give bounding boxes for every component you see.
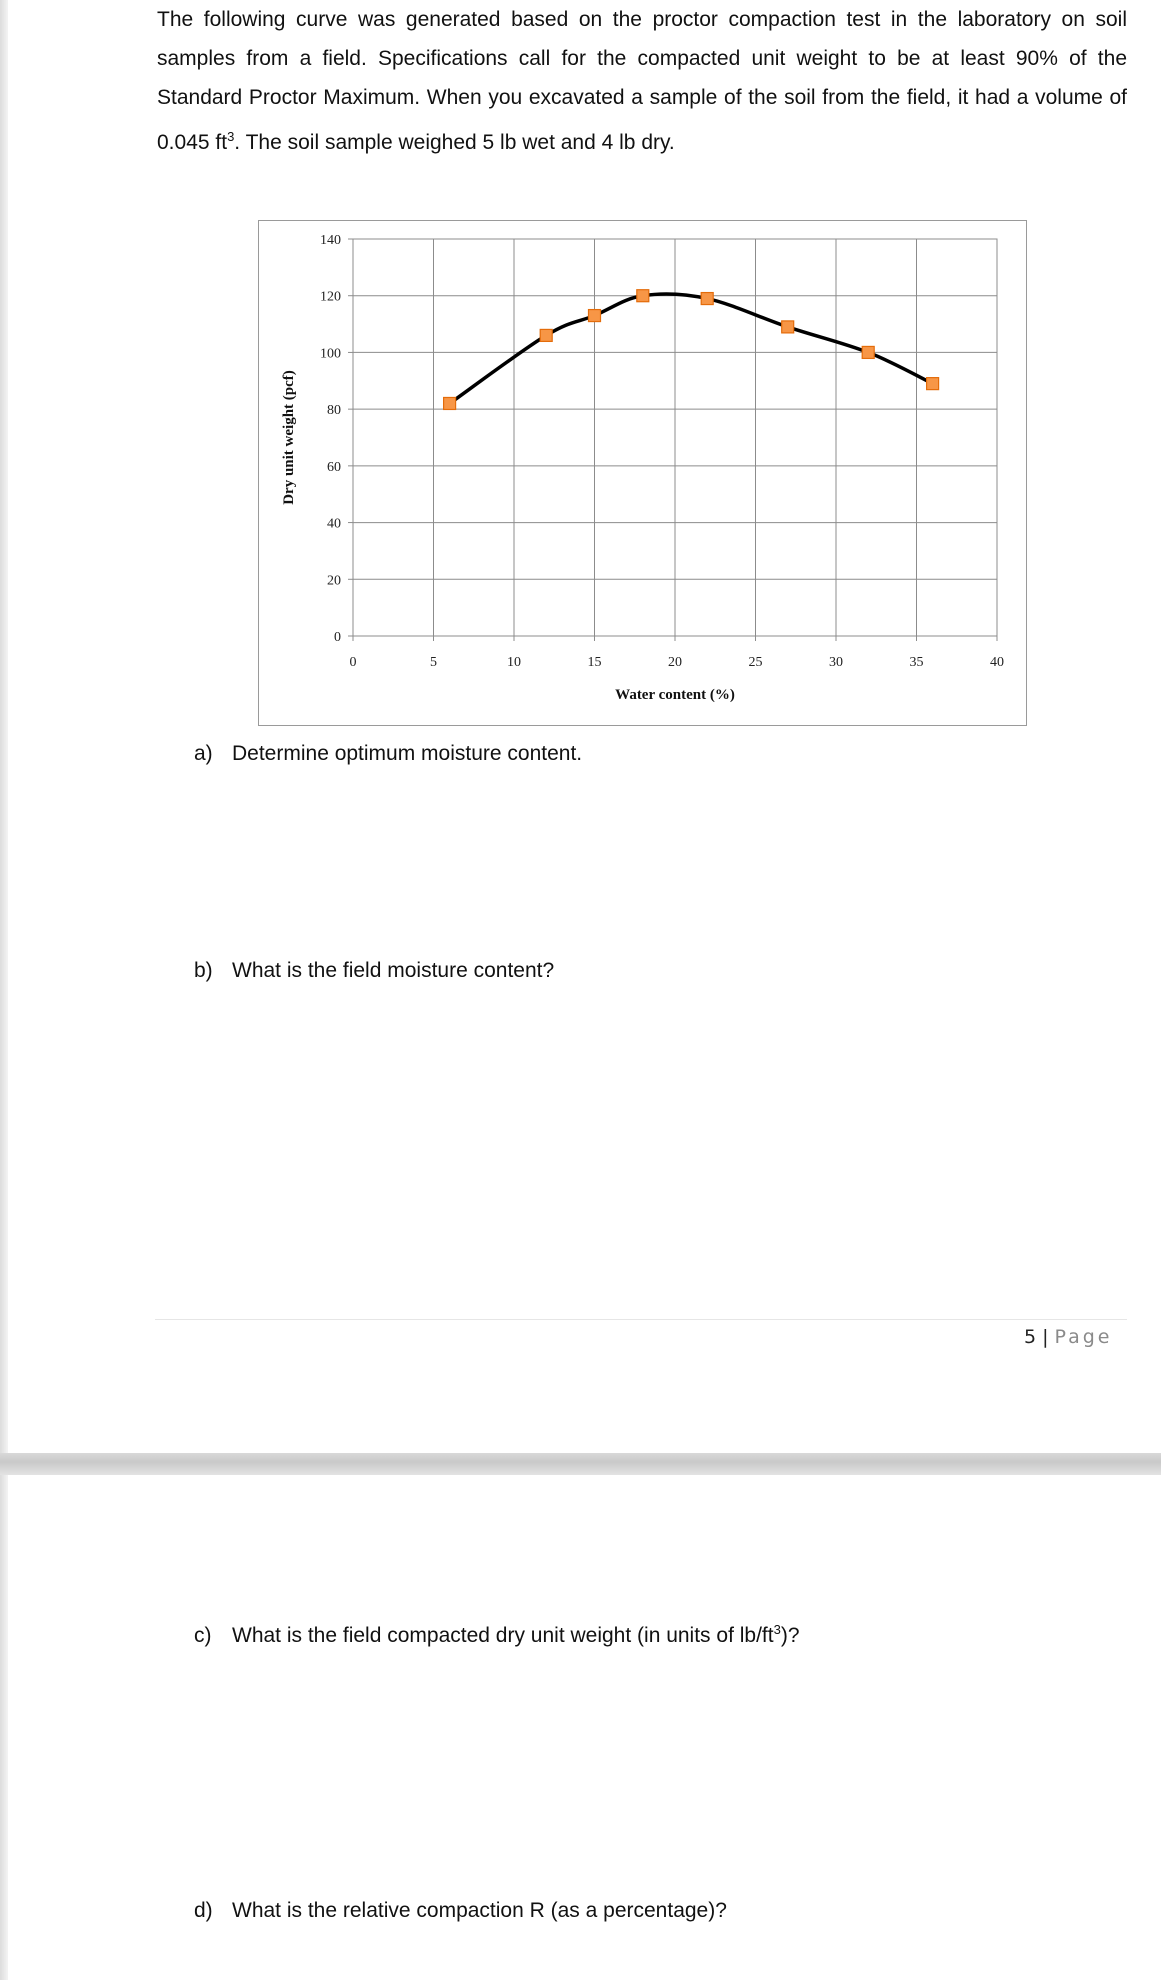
y-tick-label: 120 — [320, 289, 341, 305]
question-c — [194, 1622, 800, 1648]
y-tick-label: 40 — [327, 516, 341, 532]
x-axis-label: Water content (%) — [615, 687, 735, 703]
problem-text-end: . The soil sample weighed 5 lb wet and 4 lb dry. — [234, 131, 675, 154]
data-point — [862, 346, 874, 358]
data-point — [701, 293, 713, 305]
question-a — [194, 742, 582, 766]
proctor-chart — [258, 220, 1027, 726]
x-tick-label: 15 — [587, 655, 602, 670]
y-tick-label: 60 — [327, 459, 341, 475]
x-tick-label: 0 — [349, 655, 357, 670]
page-shadow — [0, 0, 8, 1980]
x-tick-label: 25 — [748, 655, 763, 670]
question-c-text: What is the field compacted dry unit weight (in units of lb/ft — [232, 1624, 774, 1647]
y-tick-label: 100 — [320, 346, 341, 362]
y-axis-label: Dry unit weight (pcf) — [281, 370, 297, 505]
problem-statement — [157, 0, 1127, 162]
x-tick-label: 35 — [909, 655, 924, 670]
x-tick-label: 20 — [668, 655, 682, 670]
question-c-text-end: )? — [780, 1624, 800, 1647]
y-tick-label: 140 — [320, 233, 341, 248]
x-tick-label: 10 — [507, 655, 521, 670]
question-b — [194, 959, 554, 983]
x-tick-label: 40 — [990, 655, 1004, 670]
cubic-superscript: 3 — [227, 129, 235, 144]
chart-svg — [259, 221, 1026, 725]
y-tick-label: 20 — [327, 573, 341, 589]
problem-text: The following curve was generated based on the proctor compaction test in the laboratory on soil samples from a field. Specifications call for the compacted unit weight to be at least 90% of the Standard Proctor Maximum. When you excavated a sample of the soil from the field, it had a volume of 0.045 ft — [157, 8, 1127, 154]
question-d — [194, 1899, 727, 1923]
question-a-letter: a) — [194, 742, 213, 765]
page-number-separator: | — [1042, 1326, 1049, 1348]
page-label: Page — [1054, 1326, 1113, 1348]
question-c-superscript: 3 — [773, 1622, 781, 1637]
question-c-letter: c) — [194, 1624, 212, 1647]
page-break — [0, 1453, 1161, 1475]
data-point — [540, 329, 552, 341]
data-point — [927, 378, 939, 390]
question-a-text: Determine optimum moisture content. — [232, 742, 583, 765]
y-tick-label: 80 — [327, 403, 341, 419]
page-number-value: 5 — [1024, 1326, 1037, 1348]
x-tick-label: 30 — [829, 655, 843, 670]
footer-divider — [155, 1319, 1127, 1320]
y-tick-label: 0 — [334, 630, 341, 645]
data-point — [782, 321, 794, 333]
data-point — [589, 310, 601, 322]
x-tick-label: 5 — [430, 655, 437, 670]
series-line — [450, 294, 933, 403]
question-b-text: What is the field moisture content? — [232, 959, 555, 982]
page-number — [1024, 1326, 1113, 1348]
question-d-letter: d) — [194, 1899, 213, 1922]
data-point — [444, 397, 456, 409]
question-d-text: What is the relative compaction R (as a percentage)? — [232, 1899, 727, 1922]
question-b-letter: b) — [194, 959, 213, 982]
data-point — [637, 290, 649, 302]
